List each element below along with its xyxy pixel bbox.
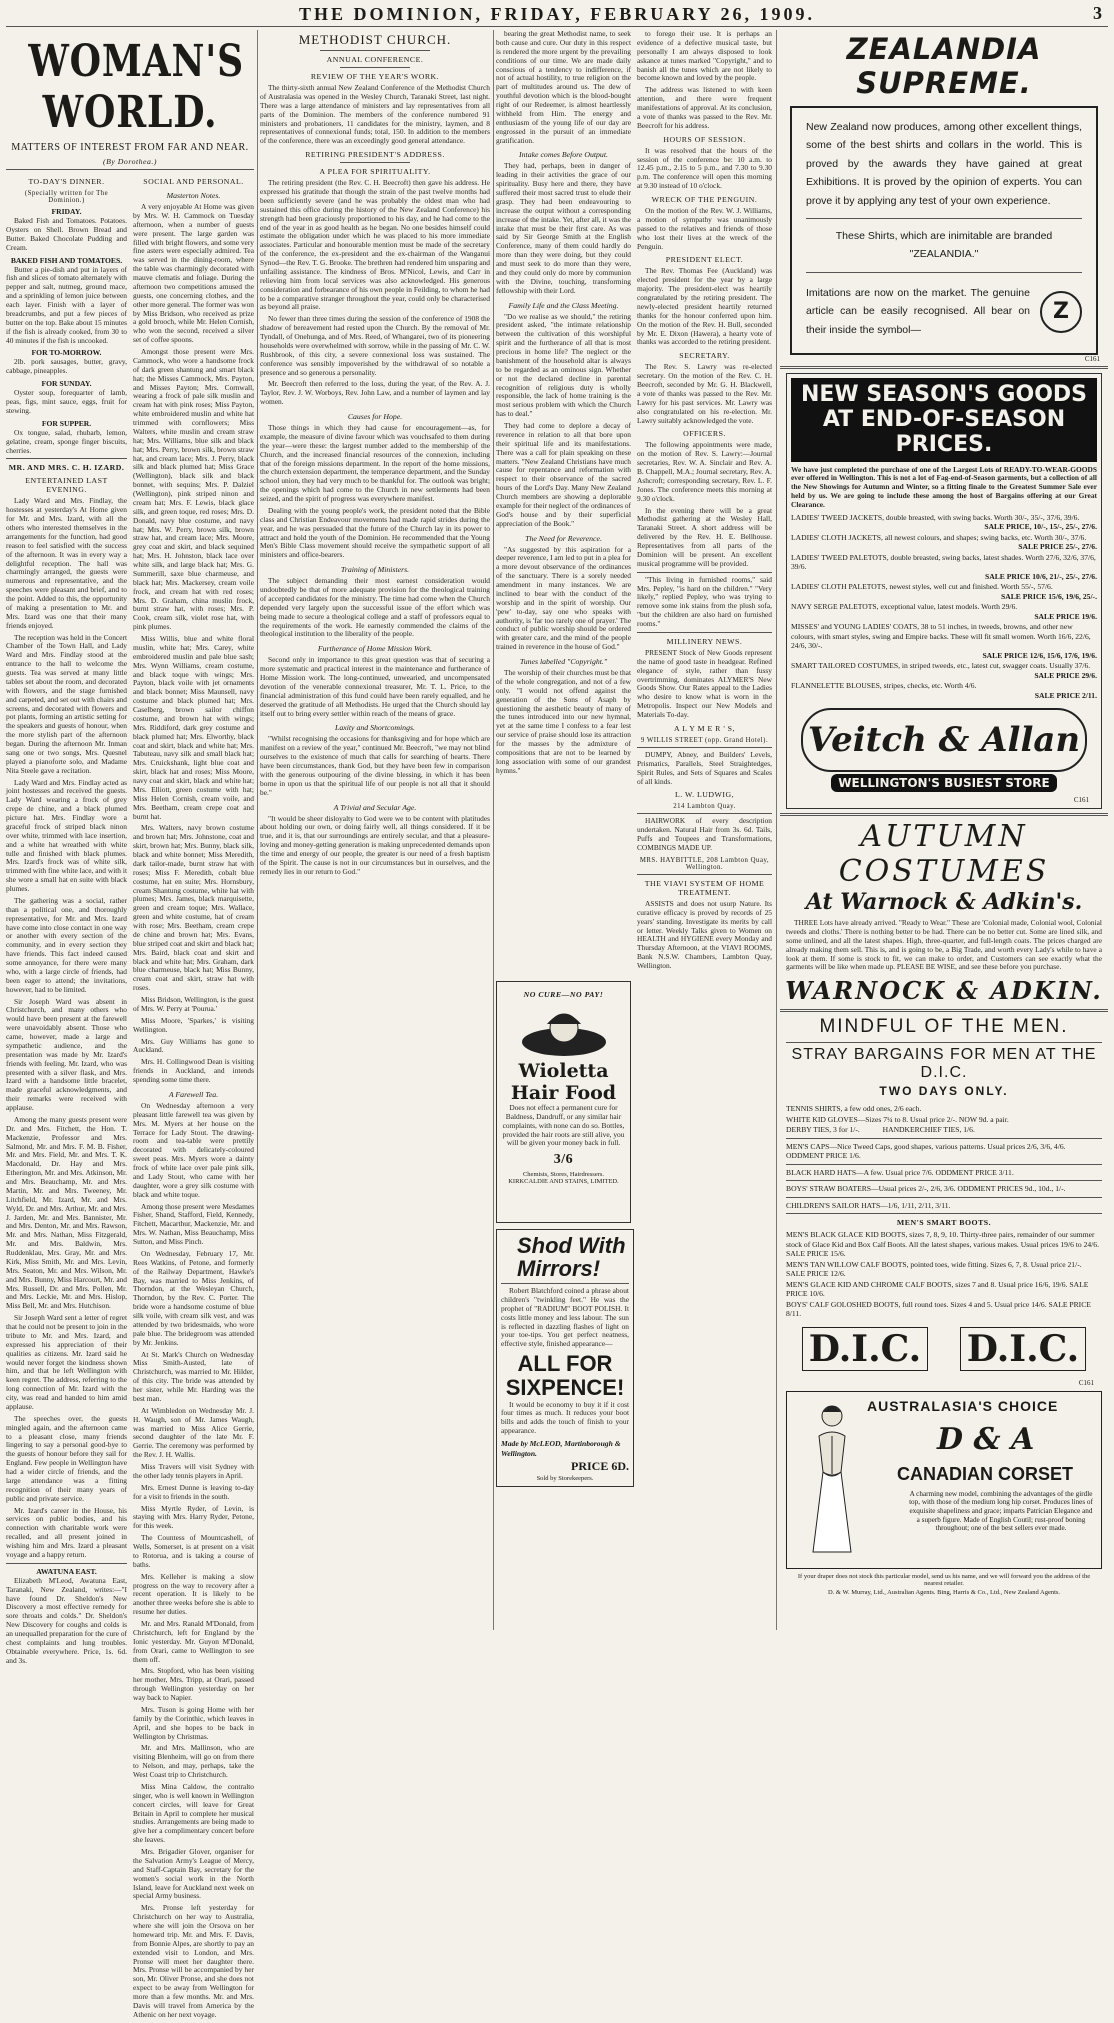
wioletta-title: Wioletta Hair Food: [510, 1059, 617, 1104]
need-text: "As suggested by this aspiration for a deeper reverence, I am led to put in a plea for a more devout observance of the ordinances of the sanctuary. There is a sorely needed amendment in many instances. We are inclined to bear with the conduct of the worship and in the spirit of worship. Our 'pew' to-day, say one who speaks with authority, is 'far too rarely one of prayer.' The conduct of public worship should be ordered with greater care, and the mind of the people trained in reverence in the house of God.": [496, 544, 631, 652]
price-6d: PRICE 6D.: [570, 1459, 629, 1474]
new-season-title: NEW SEASON'S GOODS AT END-OF-SEASON PRICES.: [791, 378, 1097, 462]
column-advertisements: [780, 30, 1108, 1632]
wedding-para: Mr. and Mrs. Mallinson, who are visiting Blenheim, will go on from there to Nelson, and may, perhaps, take the West Coast trip to Christchurch.: [133, 1743, 254, 1779]
wioletta-price: 3/6: [553, 1152, 574, 1168]
wedding-para: Miss Mina Caldow, the contralto singer, who is well known in Wellington concert circles, will leave for Great Britain in April to complete her musical studies. Arrangements are being made to give her a complimentary concert before she leaves.: [133, 1781, 254, 1845]
dic-logo-left: D.I.C.: [802, 1327, 928, 1371]
column-methodist: [260, 30, 490, 1632]
masthead-title: THE DOMINION, FRIDAY, FEBRUARY 26, 1909.: [299, 4, 815, 24]
veitch-allan-ad: [786, 373, 1102, 809]
two-days-only: TWO DAYS ONLY.: [879, 1084, 1009, 1099]
izard-para: Lady Ward and Mrs. Findlay acted as joint hostesses and received the guests. Lady Ward wearing a frock of grey crepe de chine, and a black plumed picture hat. Mrs. Findlay wore a graceful frock of striped black ninon over white, trimmed with lace insertion, and a white hat wreathed with white tulle and finished with black plumes. Mrs. Izard's frock was of white silk, trimmed with fine white lace, and with it she wore a small hat en suite with black plumes.: [6, 777, 127, 893]
alymer-address: 9 WILLIS STREET (opp. Grand Hotel).: [640, 736, 769, 744]
retiring-heading: RETIRING PRESIDENT'S ADDRESS.: [305, 150, 445, 160]
wedding-para: Mr. and Mrs. Ranald M'Donald, from Christchurch, left for England by the Ionic yesterday. Mr. Guyon M'Donald, from Orari, came to Wellington to see them off.: [133, 1619, 254, 1664]
divider: [637, 813, 772, 814]
col3-left: [496, 30, 631, 974]
sale-item: MISSES' and YOUNG LADIES' COATS, 38 to 51 inches, in tweeds, browns, and other new colours, with smart styles, swing and Empire backs. These will fit small women. Worth 16/6, 22/6, 24/6, 30/-. SALE PRICE 12/6, 15/6, 17/6, 19/6.: [791, 622, 1097, 660]
divider: [786, 1197, 1102, 1198]
divider: [637, 572, 772, 573]
farewell-heading: A Farewell Tea.: [168, 1089, 219, 1099]
wedding-para: At St. Mark's Church on Wednesday Miss Smith-Austed, late of Christchurch, was married to Mr. Hilder, of this city. The bride was attended by her sister, while Mr. Harding was the best man.: [133, 1349, 254, 1403]
stray-bargains: STRAY BARGAINS FOR MEN AT THE D.I.C.: [791, 1046, 1097, 1082]
wedding-para: On Wednesday, February 17, Mr. Rees Watkins, of Petone, and formerly of the Railway Department, Hawke's Bay, was married to Miss Jenkins, of Thorndon, at the Wesleyan Church, Thorndon, by the Rev. C. Porter. The bride wore a handsome costume of blue silk voile, with cream silk vest, and was attended by two bridesmaids, who wore pale blue. The bridegroom was attended by Mr. Jenkins.: [133, 1248, 254, 1347]
class-text: They had come to deplore a decay of reverence in relation to all that bore upon their spiritual life and its manifestations. There was a call for plain speaking on these matters. "New Zealand Christians have much cause for repentance and reformation with respect to their observance of the sacred hours of the Lord's Day. Many New Zealand Church members are showing a deplorable example for their neglect of the ordinances of God's house and by their superficial appreciation of the Book.": [496, 421, 631, 528]
dic-code: C161: [1078, 1378, 1094, 1387]
sale-item: LADIES' CLOTH JACKETS, all newest colours, and shapes; swing backs, etc. Worth 30/-, 37/6. SALE PRICE 25/-, 27/6.: [791, 532, 1097, 552]
tunes-heading: Tunes labelled "Copyright.": [519, 657, 608, 666]
trivial-heading: A Trivial and Secular Age.: [333, 802, 417, 812]
alymer-name: A L Y M E R ' S,: [674, 723, 735, 733]
dic-item: WHITE KID GLOVES—Sizes 7¼ to 8. Usual price 2/-. NOW 9d. a pair.: [786, 1114, 1009, 1124]
divider: [637, 874, 772, 875]
plea-heading: A PLEA FOR SPIRITUALITY.: [319, 167, 431, 177]
secretary-text: The Rev. S. Lawry was re-elected secretary. On the motion of the Rev. C. H. Beecroft, seconded by Mr. G. H. Blackwell, a vote of thanks was passed to the Rev. Mr. Lawry for his past services. Mr. Lawry was also congratulated on his re-election. Mr. Lawry suitably acknowledged the vote.: [637, 362, 772, 425]
training-text: The subject demanding their most earnest consideration would undoubtedly be that of more adequate provision for the theological training of accepted candidates for the ministry. The time had come when the Church depended very largely upon the successful issue of the effort which was being made to secure a theological college and a staff of professors equal to the requirements of the work. He earnestly commended the claims of the theological institution to the liberality of the people.: [260, 576, 490, 639]
sold-by: Sold by Storekeepers.: [536, 1475, 594, 1483]
review-heading: REVIEW OF THE YEAR'S WORK.: [310, 72, 440, 81]
millinery-heading: MILLINERY NEWS.: [666, 636, 743, 646]
social-para: Mrs. Guy Williams has gone to Auckland.: [133, 1036, 254, 1055]
wioletta-sellers: Chemists, Stores, Hairdressers.: [522, 1171, 605, 1179]
millinery-text: PRESENT Stock of New Goods represent the name of good taste in headgear. Refined elegance of style, rather than fussy overtrimming, dominates ALYMER'S New Goods Show. Our Rates appeal to the Ladies who desire to know what is worn in the Metropolis. Inspect our New Models and Materials To-day.: [637, 647, 772, 719]
divider: [780, 813, 1108, 816]
zealandia-code: C161: [1084, 354, 1100, 363]
column-rule: [257, 30, 258, 1630]
hairwork-text: HAIRWORK of every description undertaken. Natural Hair from 3s. 6d. Tails, Puffs and Toupees and Transformations, COMBINGS MADE UP.: [637, 816, 772, 852]
secretary-heading: SECRETARY.: [679, 351, 730, 361]
social-para: Amongst those present were Mrs. Cammock, who wore a handsome frock of dark green shantung and smart black hat; the Misses Cammock, Mrs. Payton, and Misses Payton; Mrs. Cornwall, wearing a frock of pale silk muslin and cream hat with pink roses; Miss Payton, white embroidered muslin and white hat trimmed with cornflowers; Miss Walters, white muslin and cream straw hat; Mrs. Williams, blue silk and black hat; Mrs. Perry, brown silk, brown straw hat, and cream lace; Mrs. J. Perry, black silk and black plumed hat; Miss Grace (Wellington), black silk and black bonnet, with sequins; Mrs. P. Dalziel (Wellington), pink striped ninon and cream hat; Mrs. F. Lewis, black glace silk, and green toque, red roses; Mrs. D. Donald, navy blue costume, and navy hat; Mrs. W. Perry, brown silk, brown straw hat, and cream lace; Mrs. Moore, grey coat and skirt, and black sequined hat; Mrs. H. Johnston, black lace over white silk, and large black hat; Mrs. G. Summerill, saxe blue charmeuse, and black hat; Mrs. Mackersey, cream voile frock, and cream hat with red roses; Mrs. D. Graham, china muslin frock, burnt straw hat, with roses; Mrs. P. Cook, cream silk, violet rose hat, with pink plumes.: [133, 347, 254, 632]
wedding-para: At Wimbledon on Wednesday Mr. J. H. Waugh, son of Mr. James Waugh, was married to Miss Alice Gerrie, second daughter of the late Mr. F. Gerrie. The ceremony was performed by the Rev. J. H. Wallis.: [133, 1405, 254, 1460]
womans-world-banner: WOMAN'S WORLD.: [28, 36, 245, 138]
sunday-heading: FOR SUNDAY.: [41, 379, 92, 389]
sale-item: FLANNELETTE BLOUSES, stripes, checks, etc. Worth 4/6. SALE PRICE 2/11.: [791, 681, 1097, 700]
izard-para: Sir Joseph Ward sent a letter of regret that he could not be present to join in the tribute to Mr. and Mrs. Izard, and expressed his appreciation of their qualities as citizens. Mr. Izard said he would never forget the kindness shown him, and that he left Wellington with keen regret. The address, referring to the long connection of Mr. Izard with the city, was read and handed to him amid applause.: [6, 1313, 127, 1411]
shod-text: Robert Blatchford coined a phrase about children's "twinkling feet." He was the prophet of "RADIUM" BOOT POLISH. It costs little money and less labour. The sun is reflected in dazzling flashes of light on your toe-tips. You get perfect neatness, effective style, finished appearance—: [501, 1286, 629, 1349]
furnished-joke: "This living in furnished rooms," said Mrs. Pepley, "is hard on the children." "Very likely," replied Pepley, who was trying to remove some ink stains from the plush sofa, "but the children are also hard on furnished rooms.": [637, 574, 772, 628]
corset-description: A charming new model, combining the advantages of the girdle top, with those of the medium long hip corset. Produces lines of exquisite shapeliness and grace; imparts Patrician Elegance and a superb figure. Made of English Coutil; rust-proof boning throughout; one of the best sellers ever made.: [909, 1489, 1093, 1533]
zealandia-imitations: Imitations are now on the market. The genuine article can be easily recognised. All bear on their inside the symbol—: [806, 287, 1030, 336]
need-heading: The Need for Reverence.: [525, 533, 602, 543]
divider: [780, 366, 1108, 369]
shod-title: Shod With Mirrors!: [517, 1232, 626, 1281]
divider: [786, 1164, 1102, 1165]
zealandia-star-emblem-icon: Z: [1040, 291, 1082, 333]
tunes-text: The worship of their churches must be that of the whole congregation, and not of a few only. "I would not offend against the generation of the Sons of Asaph by questioning the aesthetic beauty of many of the tunes introduced into our new hymnal, yet at the same time I confess to a fear lest our service of praise should lose its attraction for the masses by the admixture of compositions that are not to be learned by long association with some of our grandest hymns.": [496, 668, 631, 775]
col3-subcolumns: [496, 30, 772, 974]
dic-item: BLACK HARD HATS—A few. Usual price 7/6. ODDMENT PRICE 3/11.: [786, 1167, 1014, 1177]
izard-para: Mr. Izard's career in the House, his services on public bodies, and his connection with charitable work were recalled, and all present joined in wishing him and Mrs. Izard a pleasant voyage and a happy return.: [6, 1505, 127, 1559]
wedding-para: Mrs. Tuson is going Home with her family by the Corinthic, which leaves in April, and she hopes to be back in Wellington by Christmas.: [133, 1704, 254, 1741]
social-para: Miss Willis, blue and white floral muslin, white hat; Mrs. Carey, white embroidered muslin and pale blue sash; Mrs. Wynn Williams, cream costume, and black toque with wings; Mrs. Payton, black voile with jet ornaments and black bonnet; Miss Maunsell, navy costume and black plumed hat; Mrs. Caselberg, brown sailor chiffon costume, and brown hat with wings; Mrs. Riddiford, dark grey costume and black plumed hat; Mrs. Elworthy, black coat and skirt, black and white hat; Mrs. Tabuteau, navy silk and small black hat; Mrs. Cruickshank, light blue coat and skirt, black hat and roses; Miss Moore, navy coat and skirt, black and white hat; Mrs. Elliott, green costume with hat; Miss Helen Cornish, cream voile, and Mrs. Beetham, cream crepe coat and burnt hat.: [133, 634, 254, 821]
sale-item: LADIES' CLOTH PALETOTS, newest styles, well cut and finished. Worth 55/-, 57/6. SALE PRICE 15/6, 19/6, 25/-.: [791, 582, 1097, 601]
awatuna-heading: AWATUNA EAST.: [36, 1566, 97, 1576]
wreck-heading: WRECK OF THE PENGUIN.: [651, 195, 758, 204]
dic-item: DERBY TIES, 3 for 1/-. HANDKERCHIEF TIES, 1/6.: [786, 1125, 975, 1135]
intake-heading: Intake comes Before Output.: [519, 150, 608, 160]
warnock-adkin-ad: [780, 819, 1108, 1005]
zealandia-intro: New Zealand now produces, among other excellent things, some of the best shirts and collars in the world. This is proved by the awards they have gained at great Exhibitions. It is proved by the opinion of experts. You can prove it by applying any test of your own experience.: [806, 121, 1082, 207]
spacer: [637, 978, 772, 1226]
supper-heading: FOR SUPPER.: [41, 418, 92, 428]
dumpy-text: DUMPY, Abney, and Builders' Levels, Prismatics, Parallels, Steel Straightedges, Spirit Rules, and Sets of Squares and Scales of all kinds.: [637, 749, 772, 786]
dinner-column: [6, 173, 127, 2023]
wedding-para: Mrs. Brigadier Glover, organiser for the Salvation Army's League of Mercy, and Staff-Captain Bay, secretary for the women's social work in the North Island, leave for Auckland next week on special Army business.: [133, 1847, 254, 1901]
izard-para: Sir Joseph Ward was absent in Christchurch, and many others who would have been present at the farewell were unavoidably absent. Those who came, however, made a large and sympathetic audience, and the presentation was made by Mr. Izard's friends with feeling. Mr. Izard, who was presented with a silver flask, and Mrs. Izard with a handsome little bracelet, made graceful acknowledgments, and their remarks were received with applause.: [6, 996, 127, 1112]
divider: [501, 1283, 629, 1284]
viavi-heading: THE VIAVI SYSTEM OF HOME TREATMENT.: [644, 878, 765, 897]
mindful-title: MINDFUL OF THE MEN.: [819, 1016, 1069, 1038]
methodist-cont-para: They had, perhaps, been in danger of leading in their activities the grace of our spirituality. Busy here and there, they have suffered their most sacred trust to elude their grasp. They had been endeavouring to increase the output without a corresponding increase of the intake. Yet, after all, it was the intake that must be their first care. As was said by Sir George Smith at the English Conference, many of them could hardly do more than they were doing, but they could and must seek to do more than they were, and they could only do more by communion with the Divine, touching, transforming fellowship with their Lord.: [496, 161, 631, 295]
divider: [6, 169, 254, 170]
column-rule: [776, 30, 777, 1630]
furtherance-heading: Furtherance of Home Mission Work.: [317, 644, 433, 654]
family-text: "Do we realise as we should," the retiring president asked, "the intimate relationship between the cultivation of this worshipful spirit and the furtherance of all that is most precious in home life? The neglect or the banishment of the household altar is always to be regarded as an ominous sign. Whether or not the declared decline in parental recognition of religious duty is wholly responsible, the lack of home training is the most serious problem with which the Church has to deal.": [496, 311, 631, 419]
laxity-text: "Whilst recognising the occasions for thanksgiving and for hope which are manifest on a review of the year," continued Mr. Beecroft, "we may not blind ourselves to the existence of much that calls for searching of hearts. There have been circumstances, thank God, but they have been few in comparison with the generous outpouring of the divine blessing, in which it has been borne in upon us that the spiritual life of our people is not all that it should be.": [260, 734, 490, 797]
sale-item: LADIES' TWEED PALETOTS, double breasted, swing backs, latest shades. Worth 27/6, 32/6, 37/6, 39/6. SALE PRICE 10/6, 21/-, 25/-, 27/6.: [791, 552, 1097, 581]
divider: [637, 747, 772, 748]
divider: [806, 272, 1082, 273]
canadian-corset-title: CANADIAN CORSET: [897, 1463, 1074, 1484]
wioletta-ad: [496, 978, 631, 1226]
tomorrow-text: 2lb. pork sausages, butter, gravy, cabbage, pineapples.: [6, 357, 127, 376]
corset-note: If your draper does not stock this particular model, send us his name, and we will forward you the address of the nearest retailer.: [797, 1572, 1091, 1587]
boots-item: MEN'S GLACE KID AND CHROME CALF BOOTS, sizes 7 and 8. Usual price 16/6, 19/6. SALE PRICE 10/6.: [786, 1279, 1089, 1299]
womans-world-subcolumns: [6, 173, 254, 2023]
supper-text: Ox tongue, salad, rhubarb, lemon, gelatine, cream, sponge finger biscuits, cherries.: [6, 427, 127, 455]
trivial-text: "It would be sheer disloyalty to God were we to be content with platitudes about holding our own, or doing fairly well, all things considered. If it be true, and it is, that our surroundings are entirely secular, and that a pleasure-loving and money-getting generation is making unprecedented demands upon the time and energy of our people, the greater is our need of a fresh baptism of the Spirit. The cause is not in our circumstances but in ourselves, and the remedy lies in our return to God.": [260, 813, 490, 876]
plea-para: Mr. Beecroft then referred to the loss, during the year, of the Rev. A. J. Taylor, Rev. J. W. Worboys, Rev. John Law, and a number of laymen and lay women.: [260, 379, 490, 407]
divider: [780, 1009, 1108, 1012]
izard-para: The gathering was a social, rather than a political one, and thoroughly representative, for Mr. and Mrs. Izard have come into close contact in one way or another with every section of the community, and in every section they have friends. This fact indeed caused some annoyance, for there were many who, with a large circle of friends, had been eager to attend; the invitations, however, had to be limited.: [6, 895, 127, 994]
column-methodist-cont: [496, 30, 772, 1632]
methodist-title: METHODIST CHURCH.: [298, 32, 452, 47]
social-heading: SOCIAL AND PERSONAL.: [143, 177, 244, 186]
radium-polish-ad: [496, 1229, 634, 1487]
methodist-cont-para: bearing the great Methodist name, to seek both cause and cure. Our duty in this respect is rendered the more urgent by the prevailing conditions of our time. We are made daily conscious of a tendency to indifference, if not of actual hostility, to true religion on the part of multitudes around us. The dew of youthful devotion which is the blood-bought right of our Redeemer, is almost heartlessly withheld from Him. The energy and enthusiasm of the young life of our day are engrossed in the pursuit of an immediate gratification.: [496, 29, 631, 145]
veitch-allan-logo: Veitch & Allan: [801, 708, 1087, 772]
zealandia-branded: These Shirts, which are inimitable are branded "ZEALANDIA.": [835, 229, 1053, 261]
dinner-note: (Specially written for The Dominion.): [24, 190, 109, 204]
social-para: Miss Bridson, Wellington, is the guest of Mrs. W. Perry at 'Pourua.': [133, 995, 254, 1013]
dic-item: TENNIS SHIRTS, a few odd ones, 2/6 each.: [786, 1104, 922, 1114]
review-text: The thirty-sixth annual New Zealand Conference of the Methodist Church of Australasia was opened in the Wesley Church, Taranaki Street, last night. There was a large attendance of ministers and lay representatives from all parts of the Dominion. The members of the conference numbered 91 ministers and probationers, 11 candidates for the ministry, laymen, and 8 representatives of connexional funds; total, 150. In addition to the members of the conference, there was an exceedingly good general attendance.: [260, 83, 490, 146]
wedding-para: Mrs. Kelleher is making a slow progress on the way to recovery after a recent operation. It is likely to be another three weeks before she is able to resume her duties.: [133, 1571, 254, 1617]
wioletta-maker: KIRKCALDIE AND STAINS, LIMITED.: [508, 1178, 619, 1186]
wedding-para: Mrs. Ernest Dunne is leaving to-day for a visit to friends in the south.: [133, 1482, 254, 1501]
smart-boots-heading: MEN'S SMART BOOTS.: [896, 1218, 992, 1228]
shod-end: It would be economy to buy it if it cost four times as much. It reduces your boot bills and adds the touch of finish to your appearance.: [501, 1399, 629, 1436]
social-para: A very enjoyable At Home was given by Mrs. W. H. Cammock on Tuesday afternoon, when a number of guests were present. The large garden was filled with bright flowers, and some very fine asters were especially admired. Tea was served in the dining-room, where the table was charmingly decorated with mauve clematis and foliage. During the afternoon two competitions amused the guests, one concerning clothes, and the other more general. The former was won by Miss Bridson, who received as prize a gold brooch, while Mr. Helen Cornish, who won the second, received a silver set of coffee spoons.: [133, 202, 254, 345]
divider: [637, 632, 772, 633]
warnock-subtitle: At Warnock & Adkin's.: [805, 889, 1083, 916]
divider: [6, 1563, 127, 1564]
column-rule: [493, 30, 494, 1630]
causes-para: Dealing with the young people's work, the president noted that the Bible class and Christian Endeavour movements had made rapid strides during the year, and he was persuaded that the future of the Church lay in its power to attract and hold the youth of the Dominion. He recommended that the Young Men's Bible Class movement should receive the sympathetic support of all ministers and office-bearers.: [260, 505, 490, 560]
friday-menu: Baked Fish and Tomatoes. Potatoes. Oysters on Shell. Brown Bread and Butter. Baked Chocolate Pudding and Cream.: [6, 216, 127, 252]
dic-item: CHILDREN'S SAILOR HATS—1/6, 1/11, 2/11, 3/11.: [786, 1200, 951, 1210]
busiest-store-tag: WELLINGTON'S BUSIEST STORE: [831, 774, 1057, 792]
izard-para: The reception was held in the Concert Chamber of the Town Hall, and Lady Ward and Mrs. Findlay stood at the entrance to the hall to welcome the guests. Tea was served at many little tables set about the room, and decorated with flowers, and the stage furnished and carpeted, and set out with chairs and screens, and decorated with flowers and pot plants, forming an artistic setting for the speakers and guests of honour, when the more stylish part of the afternoon began. During the afternoon Mr. Inman sang one or two songs, Mrs. Quesnel played a pianoforte solo, and Madame Nita Steele gave a recitation.: [6, 632, 127, 775]
boots-item: MEN'S TAN WILLOW CALF BOOTS, pointed toes, wide fitting. Sizes 6, 7, 8. Usual price 21/-. SALE PRICE 12/6.: [786, 1259, 1082, 1279]
divider: [340, 162, 410, 163]
sale-item: NAVY SERGE PALETOTS, exceptional value, latest models. Worth 29/6. SALE PRICE 19/6.: [791, 602, 1097, 621]
no-cure-text: NO CURE—NO PAY!: [523, 989, 604, 999]
methodist-sub: ANNUAL CONFERENCE.: [326, 55, 424, 64]
farewell-para: On Wednesday afternoon a very pleasant little farewell tea was given by Mrs. M. Myers at her house on the Terrace for Lady Stout. The drawing-room and tea-table were prettily decorated with delicately-coloured sweet peas. Mrs. Myers wore a dainty frock of white lace over pale pink silk, and Lady Stout, who came with her daughter, wore a grey silk costume with black and white toque.: [133, 1100, 254, 1199]
hours-heading: HOURS OF SESSION.: [663, 134, 746, 144]
australasias-choice: AUSTRALASIA'S CHOICE: [867, 1397, 1059, 1414]
officers-heading: OFFICERS.: [683, 429, 726, 439]
dic-item: BOYS' STRAW BOATERS—Usual prices 2/-, 2/6, 3/6. ODDMENT PRICES 9d., 10d., 1/-.: [786, 1184, 1066, 1194]
sale-item: SMART TAILORED COSTUMES, in striped tweeds, etc., latest cut, swagger coats. Usually 37/6. SALE PRICE 29/6.: [791, 661, 1097, 680]
boots-item: MEN'S BLACK GLACE KID BOOTS, sizes 7, 8, 9, 10. Thirty-three pairs, remainder of our summer stock of Glace Kid and Box Calf Boots. All the latest shapes, various makes. Usual prices 19/6 to 24/6. SALE PRICE 15/6.: [786, 1230, 1099, 1259]
family-heading: Family Life and the Class Meeting.: [508, 300, 619, 310]
column-womans-world: [6, 30, 254, 2019]
methodist-cont-para: The address was listened to with keen attention, and there were frequent manifestations of approval. At its conclusion, a vote of thanks was passed to the Rev. Mr. Beecroft for his address.: [637, 85, 772, 130]
divider: [786, 1213, 1102, 1214]
president-text: The Rev. Thomas Fee (Auckland) was elected president for the year by a large majority. The president-elect was heartily congratulated by the retiring president. The newly-elected president heartily returned thanks for the honour conferred upon him. On the motion of the Rev. H. Bull, seconded by Mr. E. Dixon (Hawera), a hearty vote of thanks was accorded to the retiring president.: [637, 266, 772, 347]
social-para: Mrs. Walters, navy brown costume and brown hat; Mrs. Johnstone, coat and skirt, brown hat; Mrs. Bunny, black silk, black and white bonnet; Miss Meredith, dark tailor-made, burnt straw hat with roses; Miss F. Meredith, cobalt blue costume, hat en suite; Mrs. Hornsbury, cream Shantung costume, white hat with plumes; Mrs. James, black marquisette, green and cream toque; Mrs. Wallace, green and white costume, hat of cream with rose; Mrs. Beetham, cream crepe de chine and brown hat; Mrs. Evans, blue striped coat and skirt and black hat; Mrs. Baird, black coat and skirt and black and white hat; Mrs. Graham, dark blue charmeuse, black hat; Miss Bunny, cream coat and skirt, straw hat with roses.: [133, 823, 254, 993]
womans-world-subtitle: MATTERS OF INTEREST FROM FAR AND NEAR.: [11, 142, 249, 153]
plea-para: The retiring president (the Rev. C. H. Beecroft) then gave his address. He expressed his gratitude that though the strain of the past twelve months had been sufficiently severe (and he was probably the oldest man who had sustained this office during the history of the New Zealand Conference) his strength had been graciously proportioned to his day, and he had come to the end of the year in as good health as he began. No one besides himself could estimate the obligation under which he was placed to his more immediate associates. Particular and honourable mention must be made of the secretary of the conference, the ex-president and the ex-chairman of the Wanganui Synod—the Rev. T. G. Brooke. The brethren had rendered him unsparing and unfailing assistance. The kindness of Bros. M'Nicol, Lewis, and Carr in relieving him from local services was also acknowledged. His generous consideration and forbearance of his own people in Feilding, to whom he had to be a comparative stranger throughout the year, could only be characterised as beyond all praise.: [260, 178, 490, 312]
dic-item: MEN'S CAPS—Nice Tweed Caps, good shapes, various patterns. Usual prices 2/6, 3/6, 4/6. ODDMENT PRICE 1/6.: [786, 1141, 1066, 1161]
col3-right: [637, 30, 772, 974]
wedding-para: Miss Travers will visit Sydney with the other lady tennis players in April.: [133, 1462, 254, 1480]
divider: [320, 50, 430, 51]
masterton-heading: Masterton Notes.: [166, 191, 221, 200]
causes-heading: Causes for Hope.: [347, 412, 403, 421]
recipe-text: Butter a pie-dish and put in layers of fish and slices of tomato alternately with pepper and salt, nutmeg, ground mace, and a sprinkling of lemon juice between each layer. Finish with a layer of breadcrumbs, and put a few pieces of butter on the top. Bake about 15 minutes if the fish is already cooked, from 30 to 40 minutes if the fish is uncooked.: [6, 264, 127, 345]
corset-footer: D. & W. Murray, Ltd., Australian Agents. Bing, Harris & Co., Ltd., New Zealand Agents.: [827, 1588, 1061, 1596]
izard-para: The speeches over, the guests mingled again, and the afternoon came to a pleasant close, many friends lingering to say a personal good-bye to the guests of honour before they sail for England. Few people in Wellington have had a wider circle of friends, and the large attendance was a fitting recognition of their many years of public and private service.: [6, 1413, 127, 1503]
methodist-cont-para: to forego their use. It is perhaps an evidence of a defective musical taste, but personally I am always disposed to look askance at tunes marked "Copyright," and to banish all the tunes which are not likely to become known and loved by the people.: [637, 29, 772, 83]
izard-subheading: ENTERTAINED LAST EVENING.: [25, 476, 108, 495]
social-para: Mrs. H. Collingwood Dean is visiting friends in Auckland, and intends spending some time there.: [133, 1057, 254, 1084]
haybittle-address: MRS. HAYBITTLE, 208 Lambton Quay, Wellington.: [639, 856, 770, 871]
d-and-a-logo: D & A: [937, 1421, 1035, 1457]
social-para: Miss Moore, 'Sparkes,' is visiting Wellington.: [133, 1015, 254, 1034]
president-heading: PRESIDENT ELECT.: [665, 255, 744, 265]
warnock-name: WARNOCK & ADKIN.: [785, 976, 1103, 1006]
recipe-heading: BAKED FISH AND TOMATOES.: [10, 255, 123, 265]
farewell-para: Among those present were Mesdames Fisher, Shand, Stafford, Field, Kennedy, Fitchett, Macarthur, Mackenzie, Mr. and Mrs. W. Nathan, Miss Beauchamp, Miss Sutton, and Miss Pinch.: [133, 1201, 254, 1246]
corset-figure-icon: [801, 1402, 863, 1558]
page-number: 3: [1093, 3, 1102, 23]
veitch-code: C161: [1073, 796, 1089, 805]
all-for-sixpence: ALL FOR SIXPENCE!: [505, 1351, 625, 1401]
viavi-text: ASSISTS and does not usurp Nature. Its curative efficacy is proved by records of 25 years' standing. Investigate its merits by call or letter. Weekly Talks given to Women on HEALTH and HYGIENE every Monday and Thursday Afternoon, at the VIAVI ROOMS, Bank N.S.W. Chambers, Lambton Quay, Wellington.: [637, 898, 772, 970]
masthead: [6, 0, 1108, 27]
wioletta-text: Does not effect a permanent cure for Baldness, Dandruff, or any similar hair complaints, with none can do so. Bottles, provided the hair roots are still alive, you will be given your money back in full.: [502, 1102, 625, 1148]
boots-item: BOYS' CALF GOLOSHED BOOTS, full round toes. Sizes 4 and 5. Usual price 14/6. SALE PRICE 8/11.: [786, 1299, 1091, 1319]
wedding-para: Miss Myrtle Ryder, of Levin, is staying with Mrs. Harry Ryder, Petone, for this week.: [133, 1503, 254, 1531]
causes-para: Those things in which they had cause for encouragement—as, for example, the measure of divine favour which was vouchsafed to them during the year—were these: the largest number added to the membership of the Church, and the increased financial resources of the connexion, including that of the foreign missions department. In the report of the home missions, the church extension department, the temperance department, and the Sunday school union, they had very much to be thankful for. The outlook was bright; the openings which had come to the Church in new settlements had been seized, and the spirit of progress was everywhere manifest.: [260, 423, 490, 503]
divider: [340, 67, 410, 68]
social-column: [133, 173, 254, 2023]
zealandia-title: ZEALANDIA SUPREME.: [846, 32, 1042, 100]
autumn-costumes-title: AUTUMN COSTUMES: [838, 819, 1050, 890]
divider: [786, 1180, 1102, 1181]
col3-ads: [496, 978, 772, 1226]
divider: [786, 1042, 1102, 1043]
dic-logo-right: D.I.C.: [960, 1327, 1086, 1371]
plea-para: No fewer than three times during the session of the conference of 1908 the shadow of bereavement had rested upon the Church. By the removal of Mr. Tyndall, of Onehunga, and of Mrs. Reed, of Whangarei, two of its pioneering households were overwhelmed with sorrow, while in the passing of Mr. C. W. Rushbrook, of this city, a severe connexional loss was sustained. The conference was sensibly impoverished by the withdrawal of so notable a presence and so generous a personality.: [260, 314, 490, 377]
ludwig-address: 214 Lambton Quay.: [673, 803, 736, 811]
wedding-para: The Countess of Mountcashell, of Wells, Somerset, is at present on a visit to Rotorua, and is taking a course of baths.: [133, 1533, 254, 1569]
byline: (By Dorothea.): [103, 157, 157, 166]
wedding-para: Mrs. Pronse left yesterday for Christchurch on her way to Australia, where she will join the Orsova on her homeward trip. Mr. and Mrs. F. Davis, from Bonnie Alpes, are shortly to pay an extended visit to London, and Mrs. Pronse will meet her daughter there. Mrs. Pronse will be accompanied by her son, Mr. Oliver Pronse, and she does not expect to be away from Wellington for more than a few months. Mr. and Mrs. Davis will travel from America by the Athenic on her next voyage.: [133, 1903, 254, 2019]
friday-heading: FRIDAY.: [51, 207, 82, 216]
izard-heading: MR. AND MRS. C. H. IZARD.: [8, 463, 125, 473]
warnock-text: THREE Lots have already arrived. "Ready to Wear." These are 'Colonial made, Colonial wool, Colonial tweeds and cloths.' There is nothing better to be had. There can be no better cut. Some are lined silk, and some unlined, and all the latest shapes. High, three-quarter, and full-length coats. The prices charged are already making them sell. This is, and is going to be, a Big Trade, and worth every Lady's while to have a look at them. If some is stock to fit, we can make to order, and Customers can see exactly what the garments will be like when made up. PLEASE BE WISE, and see these before you purchase.: [786, 918, 1102, 972]
sale-item: LADIES' TWEED JACKETS, double breasted, with swing backs. Worth 30/-, 35/-, 37/6, 39/6. SALE PRICE, 10/-, 15/-, 25/-, 27/6.: [791, 512, 1097, 532]
ludwig-name: L. W. LUDWIG,: [674, 790, 735, 800]
divider: [806, 218, 1082, 219]
officers-text: The following appointments were made, on the motion of Rev. S. Lawry:—Journal secretaries, Rev. W. A. Sinclair and Rev. A. B. Chappell, M.A.; Journal secretary, Rev. A. Ashcroft; corresponding secretary, Rev. L. F. Jones. The conference meets this morning at 9.30 o'clock.: [637, 440, 772, 503]
laxity-heading: Laxity and Shortcomings.: [335, 723, 415, 733]
zealandia-ad: [780, 32, 1108, 363]
made-by: Made by McLEOD, Martinborough & Wellington.: [501, 1439, 621, 1458]
furtherance-text: Second only in importance to this great question was that of securing a more systematic and practical interest in the maintenance and furtherance of Home Mission work. The long-continued, unwearied, and uncompensated devotion of the venerable connexional treasurer, Mr. T. L. Price, to the financial administration of this fund could have been rarely equalled, and he deserved the gratitude of all Methodists. He urged that the Church should lay itself out to bring every settler within reach of the means of grace.: [260, 655, 490, 718]
canadian-corset-ad: [786, 1391, 1102, 1569]
divider: [786, 1138, 1102, 1139]
divider: [6, 458, 127, 459]
izard-para: Among the many guests present were Dr. and Mrs. Fitchett, the Hon. T. Mackenzie, Professor and Mrs. Salmond, Mr. and Mrs. F. M. B. Fisher, Mr. and Mrs. Field, Mr. and Mrs. T. K. Macdonald, Dr. Hay and Mrs. Etherington, Mr. and Mrs. Atkinson, Mr. and Mrs. Beauchamp, Mr. and Mrs. Martin, Mr. and Mrs. Tweeney, Mr. Litchfield, Mr. Izard, Mr. and Mrs. Wyld, Dr. and Mrs. Arthur, Mr. and Mrs. J. Jarden, Mr. and Mrs. Bannister, Mr. and Mrs. Denton, Mr. and Mrs. Rawson, Mr. and Mrs. Nathan, Miss Fitzgerald, Mr. and Mrs. Baldwin, Mrs. Ruddenklau, Mrs. Gray, Mr. and Mrs. Kirk, Miss Smith, Mr. and Mrs. Levin, Mrs. Seaton, Mr. and Mrs. Wilson, Mr. and Mrs. Bunny, Miss Harcourt, Mr. and Mrs. Russell, Dr. and Mrs. Pollen, Mr. and Mrs. Leckie, Mr. and Mrs. Hislop, Miss Bell, Mr. and Mrs. Hutchison.: [6, 1114, 127, 1311]
izard-para: Lady Ward and Mrs. Findlay, the hostesses at yesterday's At Home given for Mr. and Mrs. Izard, with all the others who interested themselves in the arrangements for the function, had good reason to feel satisfied with the success of the afternoon. It was in every way a delightful reception. The hall was charmingly arranged, the guests were numerous and representative, and the speeches were pleasant and brief, and to the point. Added to this, the opportunity of making a presentation to Mr. and Mrs. Izard was one that their many friends enjoyed.: [6, 496, 127, 630]
awatuna-text: Elizabeth M'Leod, Awatuna East, Taranaki, New Zealand, writes:—"I have found Dr. Sheldon's New Discovery a most effective remedy for sore throats and colds." Dr. Sheldon's New Discovery for coughs and colds is an unequalled preparation for the cure of chest complaints and lung troubles. Obtainable everywhere. Price, 1s. 6d. and 3s.: [6, 1575, 127, 1665]
sunday-text: Oyster soup, forequarter of lamb, peas, figs, mint sauce, eggs, fruit for stewing.: [6, 388, 127, 415]
evening-text: In the evening there will be a great Methodist gathering at the Wesley Hall, Taranaki Street. A short address will be delivered by the Rev. H. E. Bellhouse. Representatives from all parts of the Dominion will be present. An excellent musical programme will be provided.: [637, 505, 772, 568]
lady-head-icon: [509, 1002, 619, 1058]
veitch-intro: We have just completed the purchase of one of the Largest Lots of READY-TO-WEAR-GOODS ever offered in Wellington. This is not a lot of Fag-end-of-Season garments, but a collection of all the New Showings for Autumn and Winter, so a fitting finale to the Greatest Summer Sale ever held by us. We are going to include these among the host of Bargains offering at our Great Clearance.: [791, 464, 1097, 510]
training-heading: Training of Ministers.: [340, 565, 410, 575]
tomorrow-heading: FOR TO-MORROW.: [31, 348, 102, 358]
dic-ad: [786, 1016, 1102, 1386]
wreck-text: On the motion of the Rev. W. J. Williams, a motion of sympathy was unanimously passed to the relatives and friends of those who lost their lives at the wreck of the Penguin.: [637, 206, 772, 251]
hours-text: It was resolved that the hours of the session of the conference be: 10 a.m. to 12.45 p.m., 2.15 to 5 p.m., and 7.30 to 9.30 p.m. The conference will open this morning at 9.30 instead of 10 o'clock.: [637, 145, 772, 191]
wedding-para: Mrs. Stopford, who has been visiting her mother, Mrs. Tripp, at Orari, passed through Wellington yesterday on her way back to Napier.: [133, 1666, 254, 1702]
dinner-heading: TO-DAY'S DINNER.: [28, 177, 105, 186]
